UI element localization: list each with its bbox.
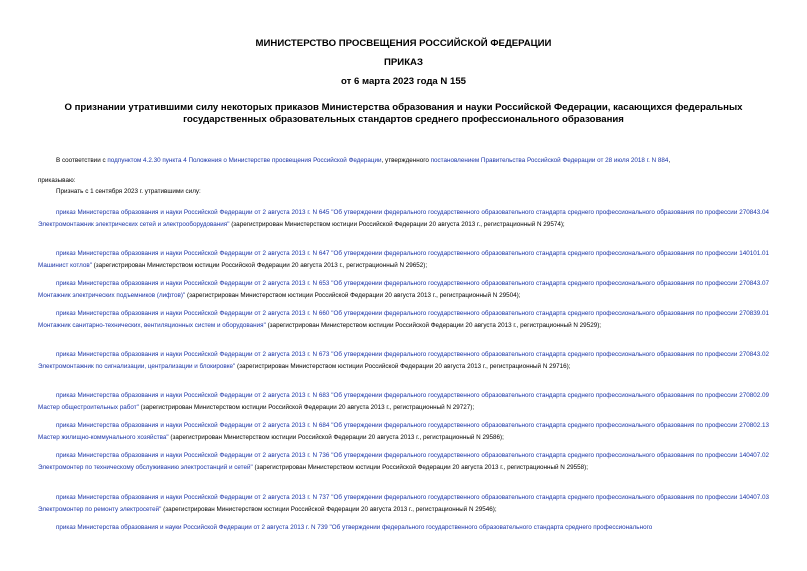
order-registration: (зарегистрирован Министерством юстиции Российской Федерации 20 августа 2013 г., регистрационный N 29558); [252, 463, 588, 471]
order-registration: (зарегистрирован Министерством юстиции Российской Федерации 20 августа 2013 г., регистрационный N 29586); [168, 433, 504, 441]
intro-text-2: , утвержденного [381, 157, 431, 164]
order-registration: (зарегистрирован Министерством юстиции Российской Федерации 20 августа 2013 г., регистрационный N 29546); [161, 505, 497, 513]
order-item [38, 207, 769, 230]
order-link[interactable]: приказ Министерства образования и науки Российской Федерации от 2 августа 2013 г. N 673 "Об утверждении федерального государственного образовательного стандарта среднего профессионального образования по профессии 270843.02 Электромонтажник по сигнализации, централизации и блокировке" [38, 351, 769, 370]
order-link[interactable]: приказ Министерства образования и науки Российской Федерации от 2 августа 2013 г. N 647 "Об утверждении федерального государственного образовательного стандарта среднего профессионального образования по профессии 140101.01 Машинист котлов" [38, 250, 769, 269]
doc-date-number: от 6 марта 2023 года N 155 [340, 76, 467, 87]
intro-text-1: В соответствии с [56, 157, 108, 164]
order-link[interactable]: приказ Министерства образования и науки Российской Федерации от 2 августа 2013 г. N 684 "Об утверждении федерального государственного образовательного стандарта среднего профессионального образования по профессии 270802.13 Мастер жилищно-коммунального хозяйства" [38, 422, 769, 441]
link-regulation[interactable]: подпунктом 4.2.30 пункта 4 Положения о Министерстве просвещения Российской Федерации [107, 157, 382, 164]
order-item [38, 308, 769, 331]
order-registration: (зарегистрирован Министерством юстиции Российской Федерации 20 августа 2013 г., регистрационный N 29504); [185, 291, 521, 299]
order-item [38, 390, 769, 413]
order-word: приказываю: [38, 177, 76, 184]
order-registration: (зарегистрирован Министерством юстиции Российской Федерации 20 августа 2013 г., регистрационный N 29716); [235, 362, 571, 370]
order-item [38, 248, 769, 271]
order-registration: (зарегистрирован Министерством юстиции Российской Федерации 20 августа 2013 г., регистрационный N 29652); [91, 261, 428, 269]
order-link[interactable]: приказ Министерства образования и науки Российской Федерации от 2 августа 2013 г. N 660 "Об утверждении федерального государственного образовательного стандарта среднего профессионального образования по профессии 270839.01 Монтажник санитарно-технических, вентиляционных систем и оборудования" [38, 310, 769, 329]
order-item [38, 420, 769, 443]
doc-subject: О признании утратившими силу некоторых приказов Министерства образования и науки Российской Федерации, касающихся федеральных государственных образовательных стандартов среднего профессионального образования [64, 102, 743, 125]
intro-paragraph [56, 155, 771, 166]
order-registration: (зарегистрирован Министерством юстиции Российской Федерации 20 августа 2013 г., регистрационный N 29529); [265, 321, 602, 329]
link-government-decree[interactable]: постановлением Правительства Российской Федерации от 28 июля 2018 г. N 884 [430, 157, 669, 164]
order-link[interactable]: приказ Министерства образования и науки Российской Федерации от 2 августа 2013 г. N 736 "Об утверждении федерального государственного образовательного стандарта среднего профессионального образования по профессии 140407.02 Электромонтер по техническому обслуживанию электростанций и сетей" [38, 452, 769, 471]
doc-type: ПРИКАЗ [384, 57, 423, 68]
order-item [38, 492, 769, 515]
order-link[interactable]: приказ Министерства образования и науки Российской Федерации от 2 августа 2013 г. N 737 "Об утверждении федерального государственного образовательного стандарта среднего профессионального образования по профессии 140407.03 Электромонтер по ремонту электросетей" [38, 494, 769, 513]
order-registration: (зарегистрирован Министерством юстиции Российской Федерации 20 августа 2013 г., регистрационный N 29727); [138, 403, 475, 411]
ministry-title: МИНИСТЕРСТВО ПРОСВЕЩЕНИЯ РОССИЙСКОЙ ФЕДЕРАЦИИ [255, 38, 552, 49]
order-item [38, 450, 769, 473]
order-item [38, 278, 769, 301]
recognize-text: Признать с 1 сентября 2023 г. утратившими силу: [56, 188, 201, 195]
order-registration: (зарегистрирован Министерством юстиции Российской Федерации 20 августа 2013 г., регистрационный N 29574); [229, 220, 565, 228]
order-link[interactable]: приказ Министерства образования и науки Российской Федерации от 2 августа 2013 г. N 683 "Об утверждении федерального государственного образовательного стандарта среднего профессионального образования по профессии 270802.09 Мастер общестроительных работ" [38, 392, 769, 411]
order-link[interactable]: приказ Министерства образования и науки Российской Федерации от 2 августа 2013 г. N 739 "Об утверждении федерального государственного образовательного стандарта среднего профессионального [56, 524, 653, 531]
order-link[interactable]: приказ Министерства образования и науки Российской Федерации от 2 августа 2013 г. N 645 "Об утверждении федерального государственного образовательного стандарта среднего профессионального образования по профессии 270843.04 Электромонтажник электрических сетей и электрооборудования" [38, 209, 769, 228]
order-item [38, 349, 769, 372]
order-item [38, 522, 769, 534]
intro-text-3: , [668, 157, 671, 164]
order-link[interactable]: приказ Министерства образования и науки Российской Федерации от 2 августа 2013 г. N 653 "Об утверждении федерального государственного образовательного стандарта среднего профессионального образования по профессии 270843.07 Монтажник электрических подъемников (лифтов)" [38, 280, 769, 299]
